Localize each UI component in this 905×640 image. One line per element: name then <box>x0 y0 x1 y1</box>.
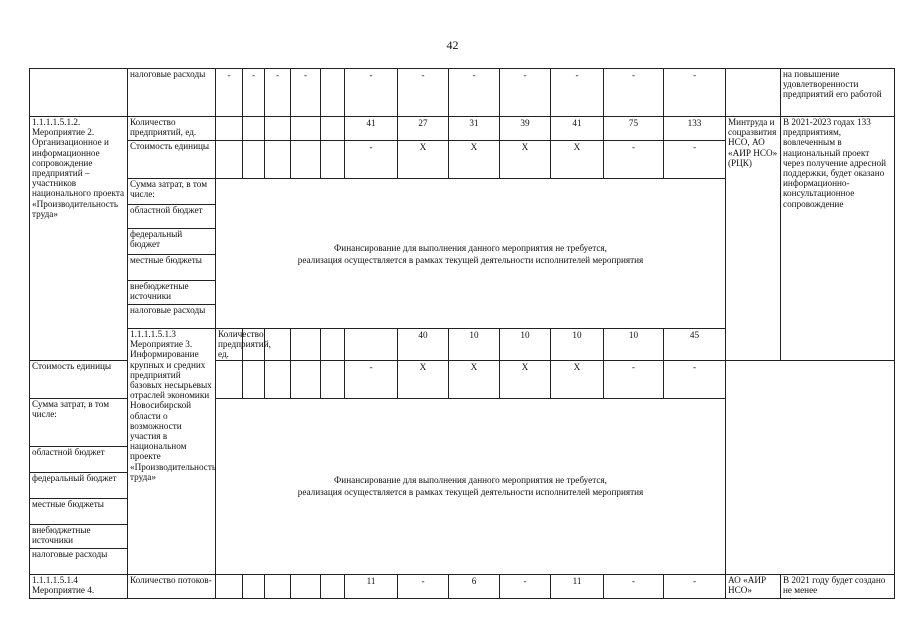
value-cell <box>243 117 265 141</box>
value-cell: 10 <box>449 329 500 361</box>
indicator-label: налоговые расходы <box>128 69 216 117</box>
value-cell: - <box>664 141 726 179</box>
value-cell <box>291 329 321 361</box>
value-cell <box>321 69 345 117</box>
fin-label: Сумма затрат, в том числе: <box>30 398 128 446</box>
fin-label: налоговые расходы <box>128 305 216 329</box>
value-cell: - <box>291 69 321 117</box>
activity-table <box>29 68 895 599</box>
value-cell: - <box>604 360 664 398</box>
value-cell <box>265 141 291 179</box>
value-cell <box>291 141 321 179</box>
value-cell: - <box>500 69 551 117</box>
indicator-label: Количество потоков- <box>128 574 216 598</box>
fin-label: областной бюджет <box>30 446 128 472</box>
financing-note-line2: реализация осуществляется в рамках текущей деятельности исполнителей мероприятия <box>297 487 644 498</box>
event-cell: 1.1.1.1.5.1.2. Мероприятие 2. Организационное и информационное сопровождение предприятий – участников национального проекта «Производительность труда» <box>30 117 128 361</box>
value-cell: 6 <box>449 574 500 598</box>
value-cell: Х <box>398 141 449 179</box>
value-cell <box>243 360 265 398</box>
value-cell <box>321 360 345 398</box>
value-cell: 10 <box>500 329 551 361</box>
value-cell: - <box>664 574 726 598</box>
event-cell <box>30 69 128 117</box>
value-cell: - <box>551 69 604 117</box>
value-cell: 39 <box>500 117 551 141</box>
value-cell: - <box>604 69 664 117</box>
value-cell: - <box>216 69 243 117</box>
event-cell: 1.1.1.1.5.1.3 Мероприятие 3. Информирование крупных и средних предприятий базовых несырьевых отраслей экономики Новосибирской области о возможности участия в национальном проекте «Производительность труда» <box>128 329 216 575</box>
value-cell: 75 <box>604 117 664 141</box>
table-row <box>30 574 895 598</box>
value-cell <box>291 574 321 598</box>
value-cell: 41 <box>551 117 604 141</box>
value-cell: 45 <box>664 329 726 361</box>
indicator-label: Стоимость единицы <box>128 141 216 179</box>
value-cell <box>243 574 265 598</box>
fin-label: местные бюджеты <box>128 255 216 281</box>
financing-note-line1: Финансирование для выполнения данного мероприятия не требуется, <box>334 475 607 486</box>
value-cell: - <box>604 141 664 179</box>
value-cell <box>216 141 243 179</box>
executor-cell: АО «АИР НСО» <box>726 574 781 598</box>
value-cell: - <box>398 574 449 598</box>
value-cell: - <box>500 574 551 598</box>
value-cell: 10 <box>551 329 604 361</box>
value-cell: Х <box>551 141 604 179</box>
executor-cell <box>726 69 781 117</box>
financing-note-line2: реализация осуществляется в рамках текущей деятельности исполнителей мероприятия <box>297 254 644 265</box>
value-cell: - <box>664 360 726 398</box>
indicator-label: Количество предприятий, ед. <box>128 117 216 141</box>
value-cell: 41 <box>345 117 398 141</box>
fin-label: Сумма затрат, в том числе: <box>128 179 216 205</box>
value-cell: 11 <box>345 574 398 598</box>
financing-note <box>216 179 726 329</box>
value-cell: Х <box>398 360 449 398</box>
value-cell: - <box>345 360 398 398</box>
fin-label: федеральный бюджет <box>128 229 216 255</box>
value-cell: - <box>243 69 265 117</box>
value-cell: - <box>664 69 726 117</box>
value-cell: - <box>449 69 500 117</box>
value-cell <box>216 574 243 598</box>
value-cell <box>321 117 345 141</box>
value-cell: 11 <box>551 574 604 598</box>
page-number: 42 <box>446 38 459 52</box>
result-cell: В 2021-2023 годах 133 предприятиям, вовлеченным в национальный проект через получение адресной поддержки, будет оказано информационно-консультационное сопровождение <box>781 117 895 361</box>
value-cell <box>216 360 243 398</box>
value-cell <box>291 117 321 141</box>
event-cell: 1.1.1.1.5.1.4 Мероприятие 4. <box>30 574 128 598</box>
result-cell: В 2021 году будет создано не менее <box>781 574 895 598</box>
result-cell: на повышение удовлетворенности предприятий его работой <box>781 69 895 117</box>
value-cell: Х <box>449 360 500 398</box>
financing-note-line1: Финансирование для выполнения данного мероприятия не требуется, <box>334 242 607 253</box>
value-cell: 31 <box>449 117 500 141</box>
value-cell: - <box>345 141 398 179</box>
fin-label: налоговые расходы <box>30 548 128 574</box>
fin-label: федеральный бюджет <box>30 472 128 498</box>
value-cell: 40 <box>398 329 449 361</box>
value-cell <box>265 574 291 598</box>
value-cell: - <box>398 69 449 117</box>
value-cell <box>216 117 243 141</box>
value-cell: 133 <box>664 117 726 141</box>
value-cell <box>345 329 398 361</box>
value-cell: Х <box>500 360 551 398</box>
value-cell: 10 <box>604 329 664 361</box>
indicator-label: Стоимость единицы <box>30 360 128 398</box>
fin-label: внебюджетные источники <box>128 281 216 305</box>
value-cell <box>321 141 345 179</box>
fin-label: внебюджетные источники <box>30 524 128 548</box>
value-cell <box>265 360 291 398</box>
value-cell: Х <box>500 141 551 179</box>
fin-label: областной бюджет <box>128 205 216 229</box>
value-cell <box>265 117 291 141</box>
value-cell: - <box>265 69 291 117</box>
value-cell <box>321 574 345 598</box>
value-cell <box>243 141 265 179</box>
executor-cell: Минтруда и соцразвития НСО, АО «АИР НСО» (РЦК) <box>726 117 781 361</box>
fin-label: местные бюджеты <box>30 498 128 524</box>
value-cell: - <box>604 574 664 598</box>
financing-note <box>216 398 726 574</box>
value-cell <box>321 329 345 361</box>
table-row <box>30 117 895 141</box>
value-cell: Х <box>551 360 604 398</box>
value-cell: Х <box>449 141 500 179</box>
value-cell <box>291 360 321 398</box>
indicator-label: Количество предприятий, ед. <box>216 329 243 361</box>
table-row <box>30 69 895 117</box>
value-cell: - <box>345 69 398 117</box>
value-cell: 27 <box>398 117 449 141</box>
